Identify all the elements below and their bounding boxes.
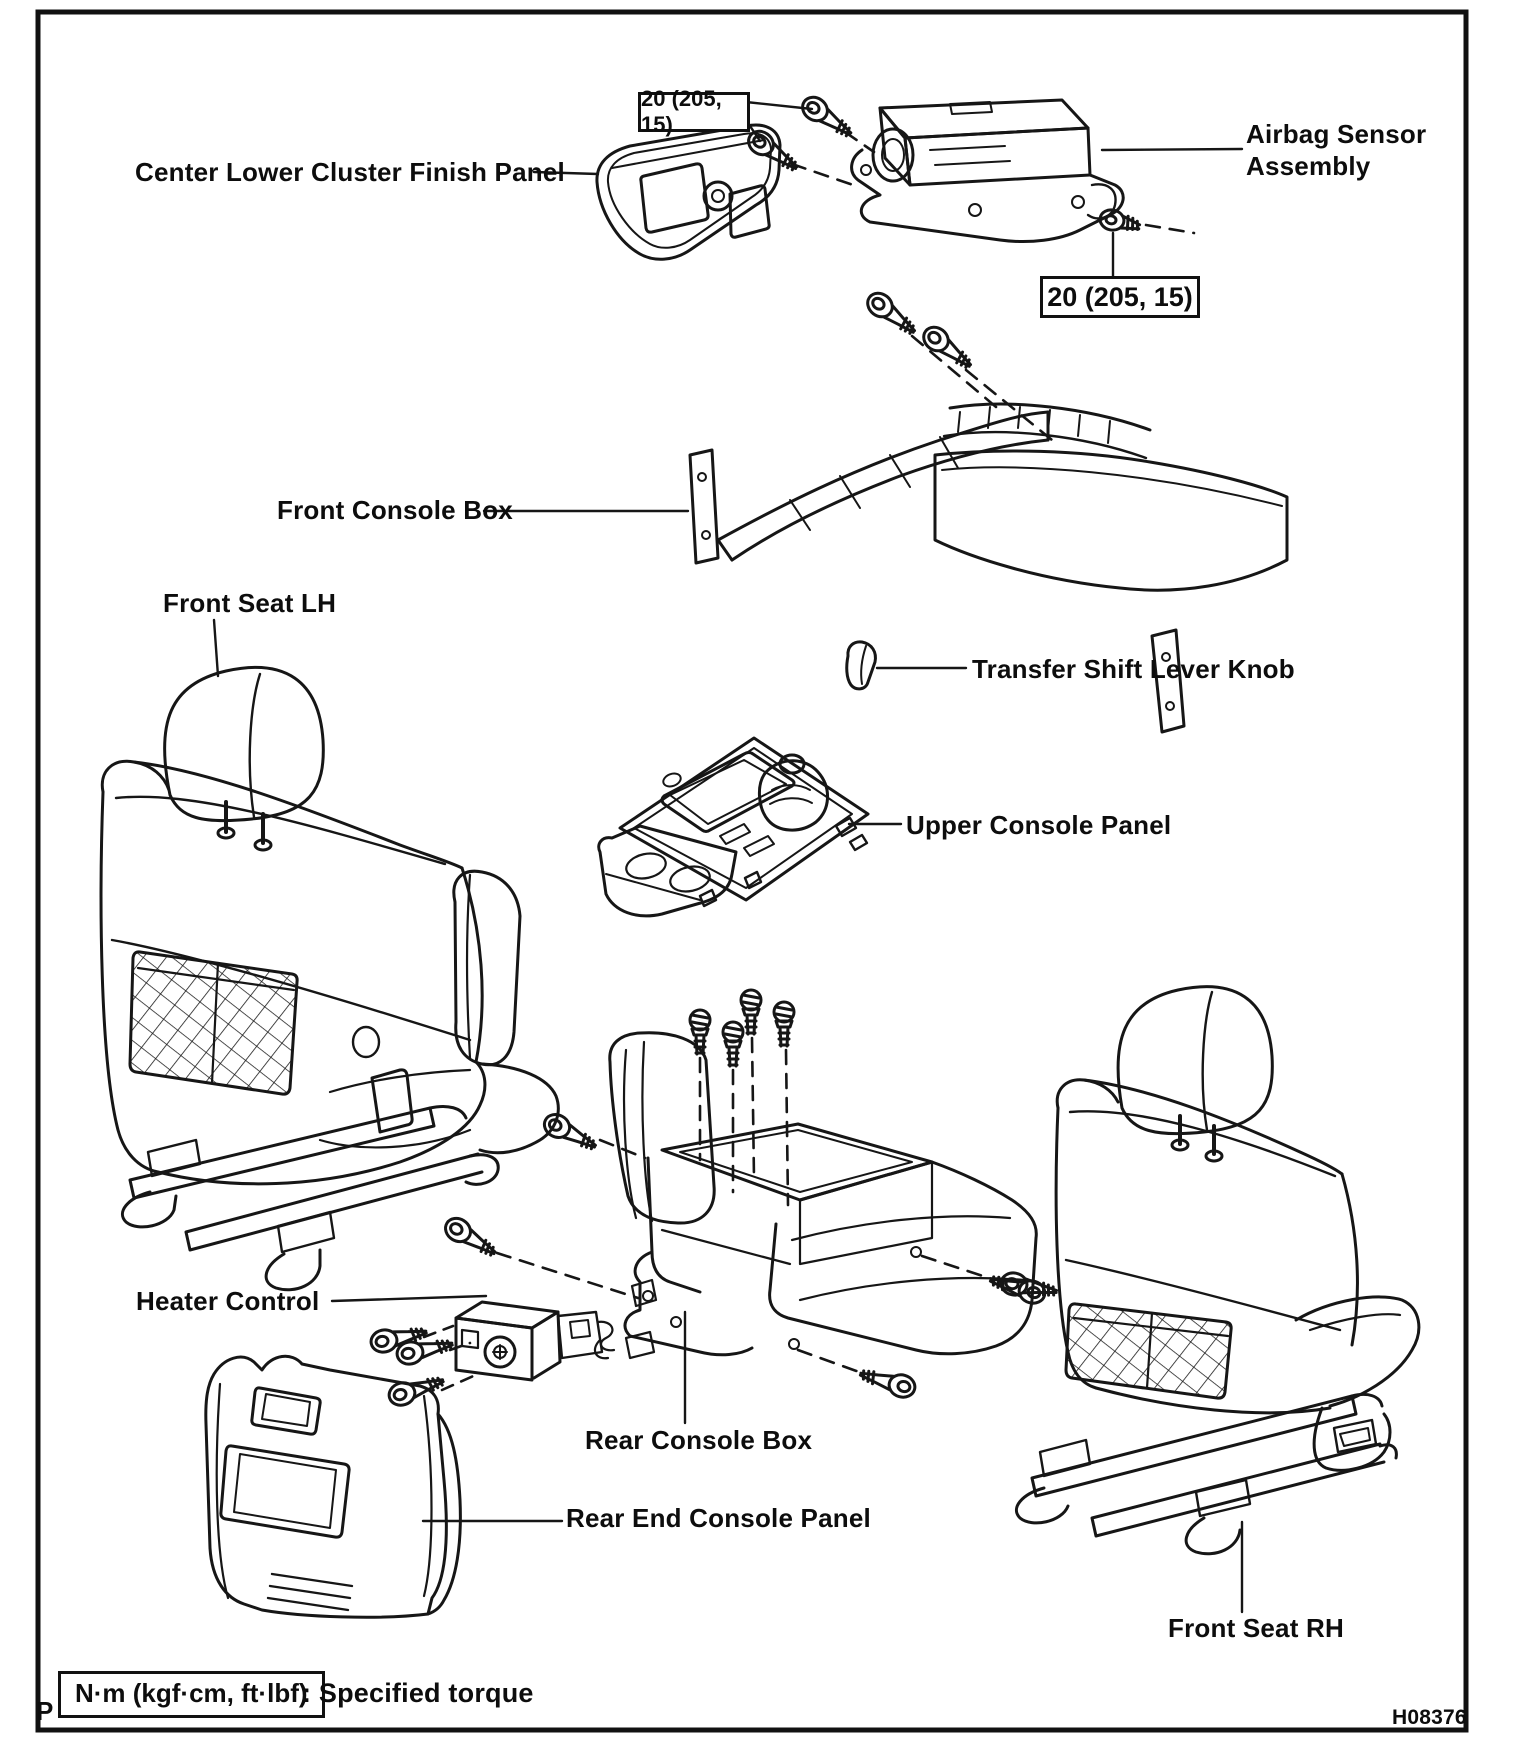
screw-icon [858, 1364, 918, 1401]
screw-icon [863, 288, 921, 340]
legend-description: : Specified torque [302, 1678, 534, 1708]
bolt-icon [774, 1002, 794, 1046]
page-marker: P [36, 1696, 54, 1726]
front-seat-rh-drawing [1016, 987, 1418, 1612]
torque-spec-box: 20 (205, 15) [1040, 276, 1200, 318]
label-rear-console-box: Rear Console Box [585, 1425, 813, 1455]
figure-code: H08376 [1392, 1706, 1467, 1729]
page-border [38, 12, 1466, 1730]
screw-icon [395, 1333, 454, 1366]
rear-console-box-drawing [610, 1033, 1037, 1423]
screw-icon [441, 1214, 500, 1262]
screw-icon [744, 127, 802, 177]
screw-icon [540, 1110, 600, 1156]
label-front-console-box: Front Console Box [277, 495, 513, 525]
label-center-lower-cluster-finish-panel: Center Lower Cluster Finish Panel [135, 157, 565, 187]
airbag-sensor-assembly-drawing [852, 100, 1124, 242]
label-airbag-sensor-line2: Assembly [1246, 151, 1371, 181]
label-heater-control: Heater Control [136, 1286, 320, 1316]
label-rear-end-console-panel: Rear End Console Panel [566, 1503, 871, 1533]
label-upper-console-panel: Upper Console Panel [906, 810, 1172, 840]
bolt-icon [723, 1022, 743, 1066]
center-lower-cluster-finish-panel-drawing [597, 125, 780, 259]
label-transfer-shift-lever-knob: Transfer Shift Lever Knob [972, 654, 1295, 684]
rear-end-console-panel-drawing [206, 1356, 562, 1617]
bolt-icon [741, 990, 761, 1034]
label-airbag-sensor-assembly [1246, 118, 1476, 182]
label-airbag-sensor-line1: Airbag Sensor [1246, 119, 1427, 149]
screw-icon [999, 1271, 1058, 1302]
front-seat-lh-drawing [101, 620, 558, 1290]
label-front-seat-rh: Front Seat RH [1168, 1613, 1344, 1643]
legend-torque-symbol-box: N·m (kgf·cm, ft·lbf) [58, 1671, 325, 1718]
heater-control-drawing [332, 1296, 614, 1380]
label-front-seat-lh: Front Seat LH [163, 588, 337, 618]
upper-console-panel-drawing [599, 738, 901, 916]
bolt-icon [1098, 208, 1141, 236]
dashed-assembly-lines-console [912, 336, 1052, 440]
torque-spec-box: 20 (205, 15) [638, 92, 750, 132]
transfer-shift-lever-knob-drawing [847, 642, 966, 689]
